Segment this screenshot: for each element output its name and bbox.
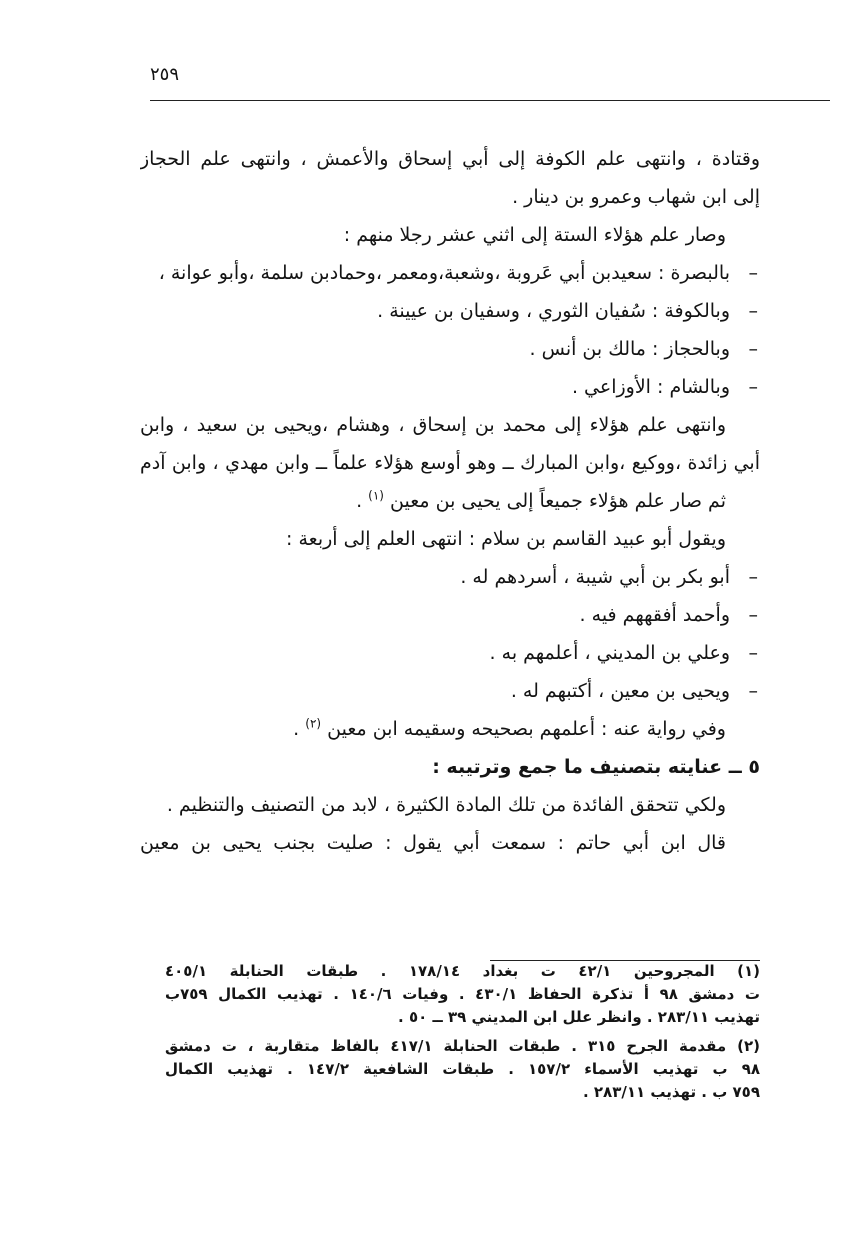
list-item [140,558,760,596]
list-item [140,634,760,672]
list-item [140,596,760,634]
footnote-line: ٩٨ ب تهذيب الأسماء ١٥٧/٢ . طبقات الشافعية ١٤٧/٢ . تهذيب الكمال [165,1060,760,1078]
list-dash: – [748,680,758,702]
list-dash: – [748,262,758,284]
text-line: قال ابن أبي حاتم : سمعت أبي يقول : صليت بجنب يحيى بن معين [140,832,726,854]
text-run: وفي رواية عنه : أعلمهم بصحيحه وسقيمه ابن معين [327,718,726,740]
text-line: وقتادة ، وانتهى علم الكوفة إلى أبي إسحاق والأعمش ، وانتهى علم الحجاز [140,148,760,170]
text-line: وصار علم هؤلاء الستة إلى اثني عشر رجلا منهم : [343,224,726,246]
footnote-ref: (٢) [305,716,322,731]
list-item-text: وبالشام : الأوزاعي . [571,376,730,398]
footnote-line: ت دمشق ٩٨ أ تذكرة الحفاظ ٤٣٠/١ . وفيات ١٤٠/٦ . تهذيب الكمال ٧٥٩ب [165,985,760,1003]
header-rule [150,100,830,101]
list-item [140,672,760,710]
list-item-text: وبالكوفة : سُفيان الثوري ، وسفيان بن عيينة . [377,300,730,322]
list-dash: – [748,338,758,360]
list-item-text: بالبصرة : سعيدبن أبي عَروبة ،وشعبة،ومعمر ،وحمادبن سلمة ،وأبو عوانة ، [158,262,730,284]
footnote-line: (١) المجروحين ٤٢/١ ت بغداد ١٧٨/١٤ . طبقات الحنابلة ٤٠٥/١ [165,962,760,980]
list-dash: – [748,642,758,664]
list-item-text: وبالحجاز : مالك بن أنس . [529,338,730,360]
list-dash: – [748,566,758,588]
text-run: ثم صار علم هؤلاء جميعاً إلى يحيى بن معين [390,490,726,512]
text-line [140,482,760,520]
text-line: وانتهى علم هؤلاء إلى محمد بن إسحاق ، وهشام ،ويحيى بن سعيد ، وابن [140,414,726,436]
list-item-text: وعلي بن المديني ، أعلمهم به . [489,642,730,664]
text-run: . [293,718,300,740]
list-item-text: وأحمد أفقههم فيه . [579,604,730,626]
footnote-line: (٢) مقدمة الجرح ٣١٥ . طبقات الحنابلة ٤١٧/١ بالفاظ متقاربة ، ت دمشق [165,1037,760,1055]
text-line: أبي زائدة ،ووكيع ،وابن المبارك ــ وهو أوسع هؤلاء علماً ــ وابن مهدي ، وابن آدم [140,452,760,474]
text-line: ويقول أبو عبيد القاسم بن سلام : انتهى العلم إلى أربعة : [286,528,726,550]
text-run: . [356,490,363,512]
page-number: ٢٥٩ [150,64,180,85]
section-heading: ٥ ــ عنايته بتصنيف ما جمع وترتيبه : [432,756,760,778]
list-dash: – [748,376,758,398]
text-line: إلى ابن شهاب وعمرو بن دينار . [512,186,760,208]
list-item [140,368,760,406]
list-item-text: ويحيى بن معين ، أكتبهم له . [510,680,730,702]
list-dash: – [748,300,758,322]
main-text [140,140,760,862]
list-item [140,254,760,292]
footnote-line: ٧٥٩ ب . تهذيب ٢٨٣/١١ . [582,1083,760,1101]
footnote-ref: (١) [368,488,384,503]
text-line [140,710,760,748]
list-item-text: أبو بكر بن أبي شيبة ، أسردهم له . [460,566,730,588]
text-line: ولكي تتحقق الفائدة من تلك المادة الكثيرة ، لابد من التصنيف والتنظيم . [166,794,726,816]
list-dash: – [748,604,758,626]
list-item [140,292,760,330]
footnotes [165,960,760,1104]
list-item [140,330,760,368]
footnote-line: تهذيب ٢٨٣/١١ . وانظر علل ابن المديني ٣٩ ــ ٥٠ . [398,1008,760,1026]
